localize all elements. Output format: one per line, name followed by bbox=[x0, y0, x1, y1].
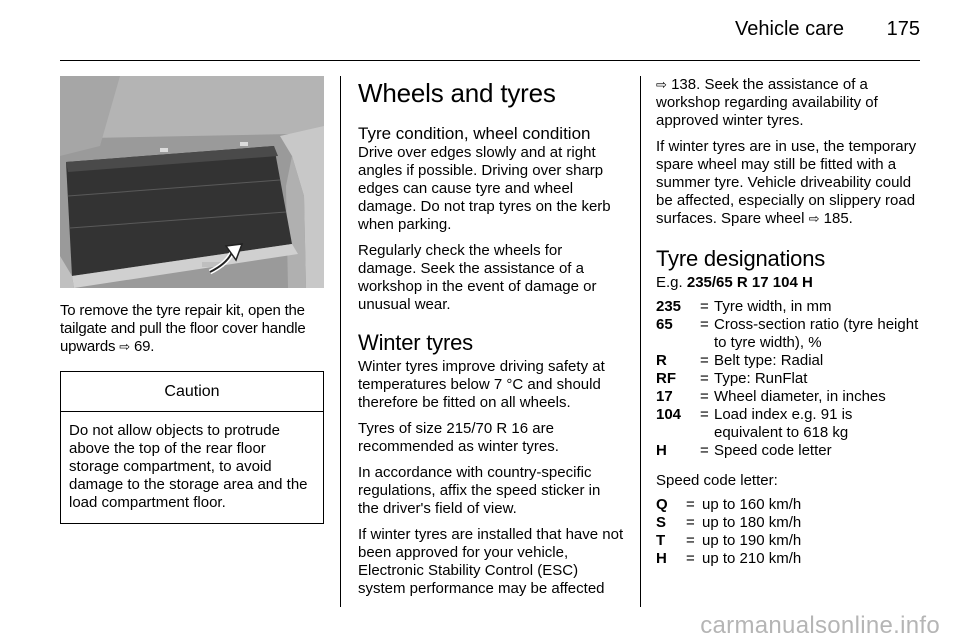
section-title: Vehicle care bbox=[735, 18, 844, 40]
page-ref-link[interactable]: 138. bbox=[671, 76, 701, 93]
paragraph: Tyres of size 215/70 R 16 are recommended as winter tyres. bbox=[358, 420, 559, 455]
subheading-tyre-designations: Tyre designations bbox=[656, 246, 826, 271]
page-number: 175 bbox=[886, 18, 920, 40]
paragraph: Winter tyres improve driving safety at temperatures below 7 °C and should therefore be fitted on all wheels. bbox=[358, 358, 605, 411]
paragraph: If winter tyres are installed that have not been approved for your vehicle, Electronic Stability Control (ESC) system performance may be affected bbox=[358, 526, 624, 597]
column-divider bbox=[340, 76, 341, 607]
right-column bbox=[656, 76, 920, 580]
designation-list bbox=[656, 298, 920, 460]
watermark: carmanualsonline.info bbox=[700, 612, 940, 639]
page-ref-link[interactable]: 185. bbox=[823, 210, 853, 227]
page-ref-link[interactable]: 69. bbox=[133, 338, 155, 355]
list-item: 65 = Cross-section ratio (tyre height to tyre width), % bbox=[656, 316, 919, 351]
subheading-winter-tyres: Winter tyres bbox=[358, 330, 473, 355]
paragraph: Drive over edges slowly and at right angles if possible. Driving over sharp edges can cause tyre and wheel damage. Do not trap tyres on the kerb when parking. bbox=[358, 144, 611, 233]
list-item: R = Belt type: Radial bbox=[656, 352, 824, 369]
page-header bbox=[60, 18, 920, 46]
list-item: S = up to 180 km/h bbox=[656, 514, 802, 531]
list-item: 235 = Tyre width, in mm bbox=[656, 298, 832, 315]
speed-code-list bbox=[656, 496, 920, 568]
caution-box bbox=[60, 371, 324, 524]
list-item: H = Speed code letter bbox=[656, 442, 832, 459]
caution-text: Do not allow objects to protrude above the top of the rear floor storage compartment, to avoid damage to the storage area and the load compartment floor. bbox=[69, 422, 308, 511]
list-item: RF = Type: RunFlat bbox=[656, 370, 808, 387]
paragraph: If winter tyres are in use, the temporary spare wheel may still be fitted with a summer tyre. Vehicle driveability could be affected, especially on slippery road surfaces. Spare wheel ⇨ 185. bbox=[656, 138, 917, 227]
list-item: 104 = Load index e.g. 91 is equivalent to 618 kg bbox=[656, 406, 853, 441]
example-line: E.g. 235/65 R 17 104 H bbox=[656, 274, 813, 291]
list-item: 17 = Wheel diameter, in inches bbox=[656, 388, 886, 405]
section-heading: Wheels and tyres bbox=[358, 78, 556, 108]
subheading-tyre-condition: Tyre condition, wheel condition bbox=[358, 124, 591, 143]
image-caption: To remove the tyre repair kit, open the tailgate and pull the floor cover handle upwards ⇨ 69. bbox=[60, 302, 306, 355]
left-column bbox=[60, 76, 324, 524]
list-item: Q = up to 160 km/h bbox=[656, 496, 802, 513]
list-item: T = up to 190 km/h bbox=[656, 532, 802, 549]
header-rule bbox=[60, 60, 920, 61]
page-ref-arrow-icon: ⇨ bbox=[656, 77, 667, 92]
paragraph: Regularly check the wheels for damage. Seek the assistance of a workshop in the event of damage or unusual wear. bbox=[358, 242, 597, 313]
trunk-floor-cover-illustration bbox=[60, 76, 324, 288]
middle-column bbox=[358, 76, 624, 606]
page-ref-arrow-icon: ⇨ bbox=[119, 339, 130, 354]
page-ref-arrow-icon: ⇨ bbox=[808, 211, 820, 226]
list-item: H = up to 210 km/h bbox=[656, 550, 802, 567]
speed-code-label: Speed code letter: bbox=[656, 472, 778, 489]
column-divider bbox=[640, 76, 641, 607]
paragraph: In accordance with country-specific regulations, affix the speed sticker in the driver's field of view. bbox=[358, 464, 601, 517]
paragraph: ⇨ 138. Seek the assistance of a workshop regarding availability of approved winter tyres. bbox=[656, 76, 878, 129]
caution-title: Caution bbox=[61, 372, 323, 412]
